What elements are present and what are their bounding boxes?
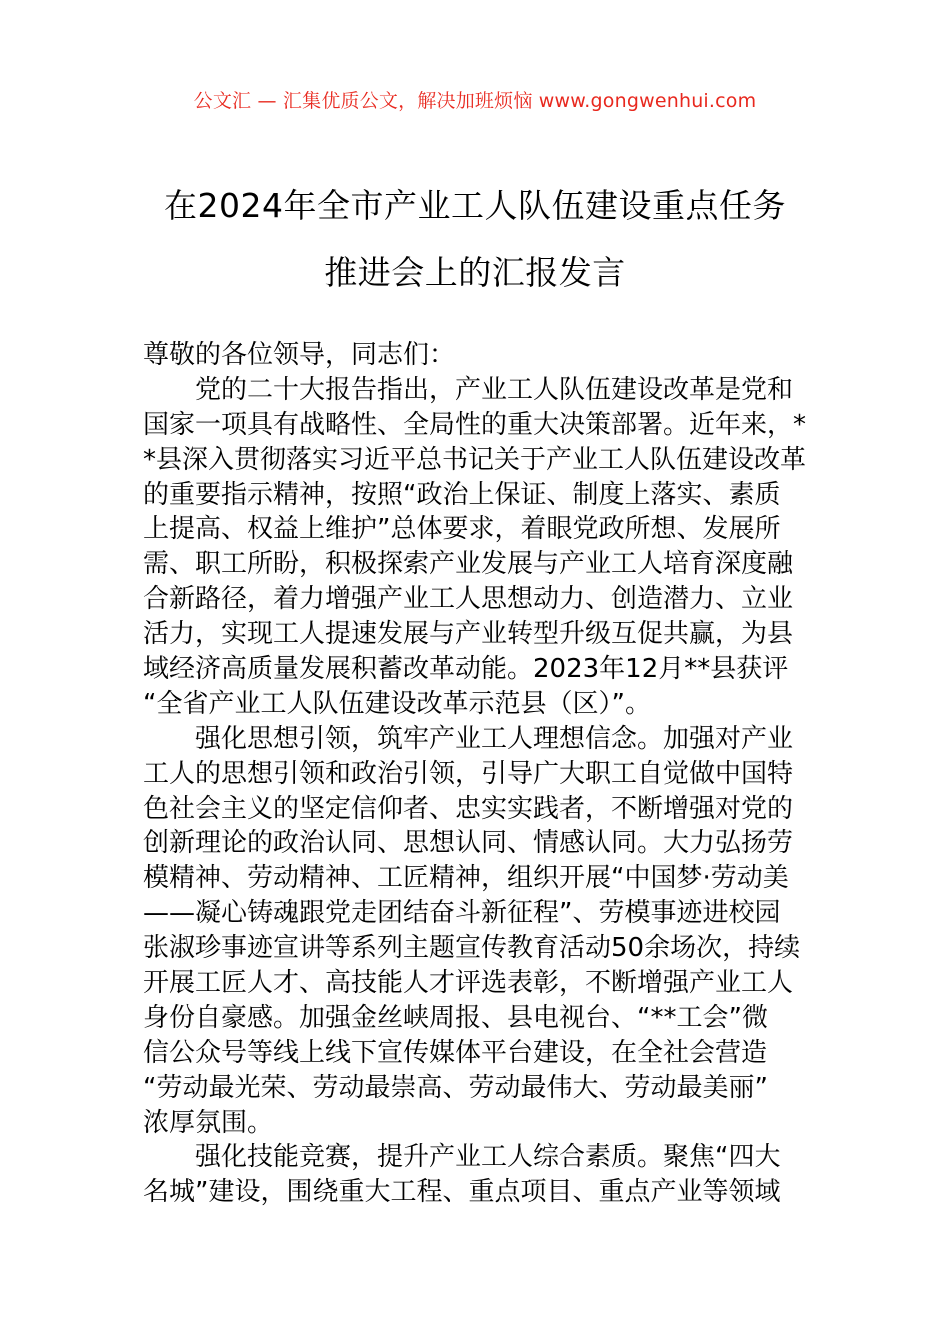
paragraph-line: 强化技能竞赛，提升产业工人综合素质。聚焦“四大 bbox=[195, 1142, 781, 1173]
paragraph-line: 名城”建设，围绕重大工程、重点项目、重点产业等领域 bbox=[143, 1177, 781, 1208]
paragraph-line: 身份自豪感。加强金丝峡周报、县电视台、“**工会”微 bbox=[143, 1002, 768, 1033]
paragraph-line: 活力，实现工人提速发展与产业转型升级互促共赢，为县 bbox=[143, 619, 794, 650]
header-banner: 公文汇 — 汇集优质公文，解决加班烦恼 www.gongwenhui.com bbox=[193, 90, 757, 112]
paragraph-line: 需、职工所盼，积极探索产业发展与产业工人培育深度融 bbox=[143, 549, 794, 580]
title-line-1: 在2024年全市产业工人队伍建设重点任务 bbox=[164, 186, 786, 225]
paragraph-line: 工人的思想引领和政治引领，引导广大职工自觉做中国特 bbox=[143, 758, 794, 789]
paragraph-line: 强化思想引领，筑牢产业工人理想信念。加强对产业 bbox=[195, 723, 794, 754]
paragraph-line: 党的二十大报告指出，产业工人队伍建设改革是党和 bbox=[195, 374, 794, 405]
paragraph-line: ——凝心铸魂跟党走团结奋斗新征程”、劳模事迹进校园 bbox=[143, 898, 781, 929]
paragraph-line: 信公众号等线上线下宣传媒体平台建设，在全社会营造 bbox=[143, 1037, 768, 1068]
paragraph-line: 的重要指示精神，按照“政治上保证、制度上落实、素质 bbox=[143, 479, 781, 510]
salutation: 尊敬的各位领导，同志们： bbox=[143, 340, 456, 370]
paragraph-line: 国家一项具有战略性、全局性的重大决策部署。近年来，* bbox=[143, 409, 807, 440]
paragraph-line: 创新理论的政治认同、思想认同、情感认同。大力弘扬劳 bbox=[143, 828, 794, 859]
paragraph-line: “全省产业工人队伍建设改革示范县（区）”。 bbox=[143, 688, 651, 719]
paragraph-line: 张淑珍事迹宣讲等系列主题宣传教育活动50余场次，持续 bbox=[143, 933, 801, 964]
paragraph-line: 合新路径，着力增强产业工人思想动力、创造潜力、立业 bbox=[143, 584, 794, 615]
body-text bbox=[143, 338, 811, 1210]
paragraph-line: 开展工匠人才、高技能人才评选表彰，不断增强产业工人 bbox=[143, 968, 794, 999]
paragraph-line: 域经济高质量发展积蓄改革动能。2023年12月**县获评 bbox=[143, 654, 789, 685]
paragraph-line: “劳动最光荣、劳动最崇高、劳动最伟大、劳动最美丽” bbox=[143, 1072, 768, 1103]
paragraph-line: 浓厚氛围。 bbox=[143, 1107, 274, 1138]
paragraph-line: 上提高、权益上维护”总体要求，着眼党政所想、发展所 bbox=[143, 514, 781, 545]
paragraph-line: 色社会主义的坚定信仰者、忠实实践者，不断增强对党的 bbox=[143, 793, 794, 824]
paragraph-line: 模精神、劳动精神、工匠精神，组织开展“中国梦·劳动美 bbox=[143, 863, 789, 894]
paragraph-line: *县深入贯彻落实习近平总书记关于产业工人队伍建设改革 bbox=[143, 444, 807, 475]
title-line-2: 推进会上的汇报发言 bbox=[324, 253, 626, 292]
